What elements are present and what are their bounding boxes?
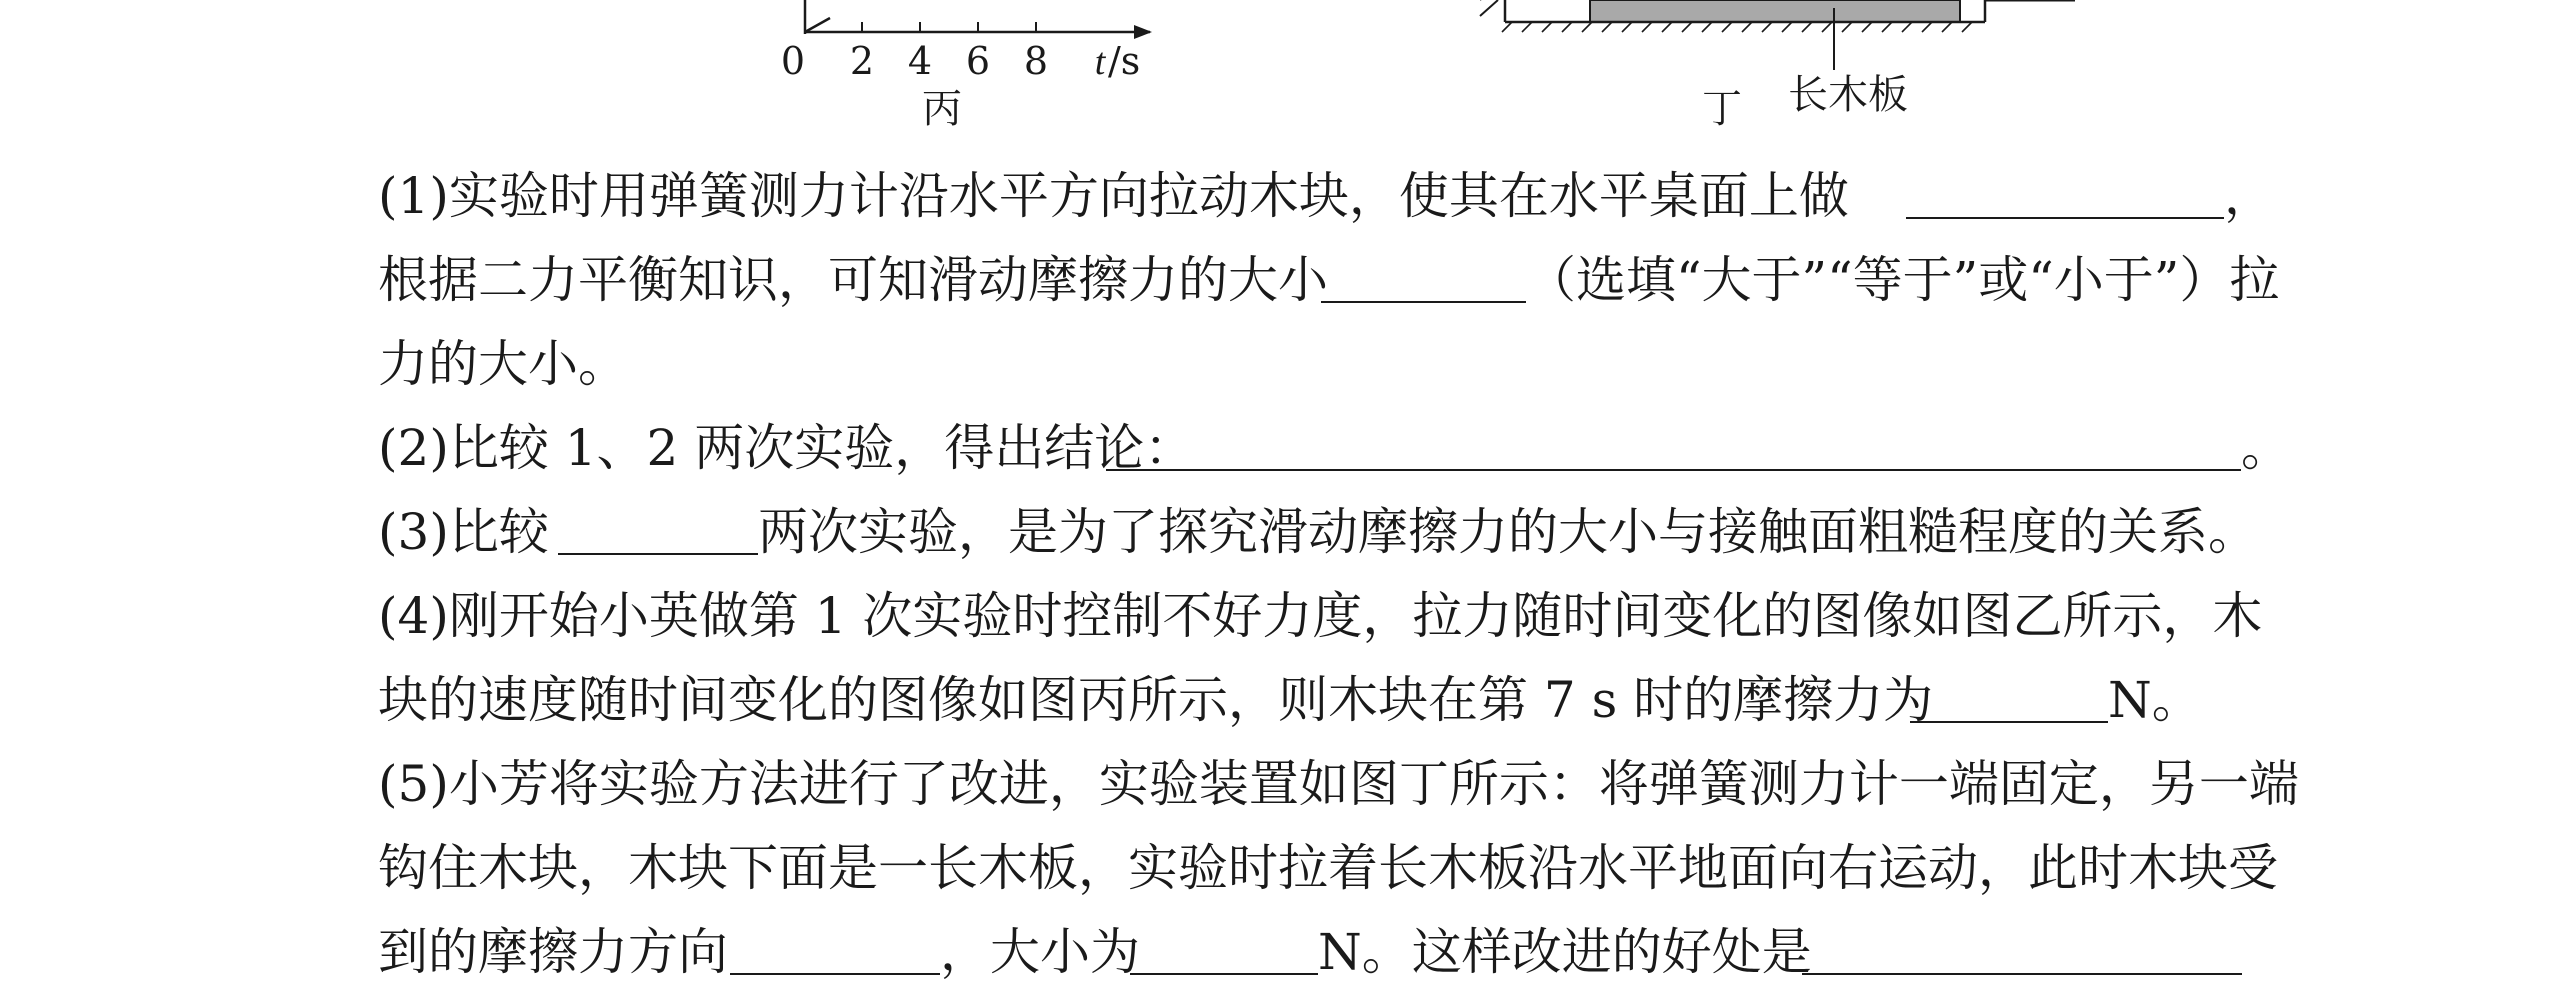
q1-line3 bbox=[378, 322, 2258, 406]
figure-caption-ding: 丁 bbox=[1702, 86, 1742, 132]
q5-line2 bbox=[378, 826, 2278, 910]
q2-blank-conclusion[interactable] bbox=[1106, 419, 2241, 471]
q3-blank-trials[interactable] bbox=[558, 503, 758, 555]
graph-bing bbox=[781, 0, 1152, 132]
graph-bing-x-axis-symbol: t bbox=[1094, 41, 1106, 83]
q1-blank-motion[interactable] bbox=[1906, 167, 2224, 219]
q4-text-c: N。 bbox=[2108, 671, 2202, 729]
q1-line2 bbox=[378, 238, 2280, 322]
board-hatching bbox=[1502, 22, 1972, 32]
figure-caption-bing: 丙 bbox=[922, 86, 962, 132]
q1-blank-compare[interactable] bbox=[1321, 251, 1526, 303]
graph-bing-curve-fragment bbox=[805, 18, 830, 32]
q4-line1 bbox=[378, 574, 2263, 658]
question-list bbox=[378, 154, 2299, 994]
q5-line3 bbox=[378, 910, 2258, 994]
board-label: 长木板 bbox=[1788, 72, 1908, 118]
q2-line bbox=[378, 406, 2291, 490]
q5-blank-magnitude[interactable] bbox=[1130, 923, 1318, 975]
q5-text-e: N。这样改进的好处是 bbox=[1318, 923, 1812, 981]
q5-text-a: (5)小芳将实验方法进行了改进，实验装置如图丁所示：将弹簧测力计一端固定，另一端 bbox=[378, 755, 2299, 813]
q2-text-a: (2)比较 1、2 两次实验，得出结论： bbox=[378, 419, 1195, 477]
q1-text-e: 力的大小。 bbox=[378, 335, 628, 393]
graph-bing-tick-label: 8 bbox=[1023, 39, 1049, 83]
q2-text-b: 。 bbox=[2241, 419, 2291, 477]
q4-line2 bbox=[378, 658, 2258, 742]
q5-text-c: 到的摩擦力方向 bbox=[378, 923, 728, 981]
graph-bing-tick-label: 6 bbox=[965, 39, 991, 83]
graph-bing-origin-label: 0 bbox=[780, 39, 806, 83]
q3-text-b: 两次实验，是为了探究滑动摩擦力的大小与接触面粗糙程度的关系。 bbox=[758, 503, 2258, 561]
q4-text-a: (4)刚开始小英做第 1 次实验时控制不好力度，拉力随时间变化的图像如图乙所示，木 bbox=[378, 587, 2263, 645]
graph-bing-tick-label: 2 bbox=[849, 39, 875, 83]
q3-line bbox=[378, 490, 2258, 574]
graph-bing-x-axis-unit: /s bbox=[1108, 39, 1141, 83]
graph-bing-x-arrow bbox=[1134, 25, 1152, 39]
q1-text-b: ， bbox=[2224, 167, 2274, 225]
figures-region bbox=[0, 0, 2551, 140]
apparatus-ding bbox=[1480, 0, 2075, 132]
q5-text-d: ，大小为 bbox=[940, 923, 1140, 981]
wooden-block bbox=[1590, 0, 1960, 22]
q1-text-c: 根据二力平衡知识，可知滑动摩擦力的大小 bbox=[378, 251, 1328, 309]
q4-text-b: 块的速度随时间变化的图像如图丙所示，则木块在第 7 s 时的摩擦力为 bbox=[378, 671, 1934, 729]
q1-text-d: （选填“大于”“等于”或“小于”）拉 bbox=[1526, 251, 2280, 309]
q3-text-a: (3)比较 bbox=[378, 503, 549, 561]
q5-line1 bbox=[378, 742, 2299, 826]
figures-svg bbox=[0, 0, 2551, 140]
q5-blank-direction[interactable] bbox=[730, 923, 940, 975]
wall-hatch bbox=[1480, 0, 1498, 16]
q1-line1 bbox=[378, 154, 2274, 238]
q5-text-b: 钩住木块，木块下面是一长木板，实验时拉着长木板沿水平地面向右运动，此时木块受 bbox=[378, 839, 2278, 897]
q1-text-a: (1)实验时用弹簧测力计沿水平方向拉动木块，使其在水平桌面上做 bbox=[378, 167, 1849, 225]
graph-bing-tick-label: 4 bbox=[907, 39, 933, 83]
q4-blank-friction[interactable] bbox=[1910, 671, 2108, 723]
q5-blank-advantage[interactable] bbox=[1802, 923, 2242, 975]
